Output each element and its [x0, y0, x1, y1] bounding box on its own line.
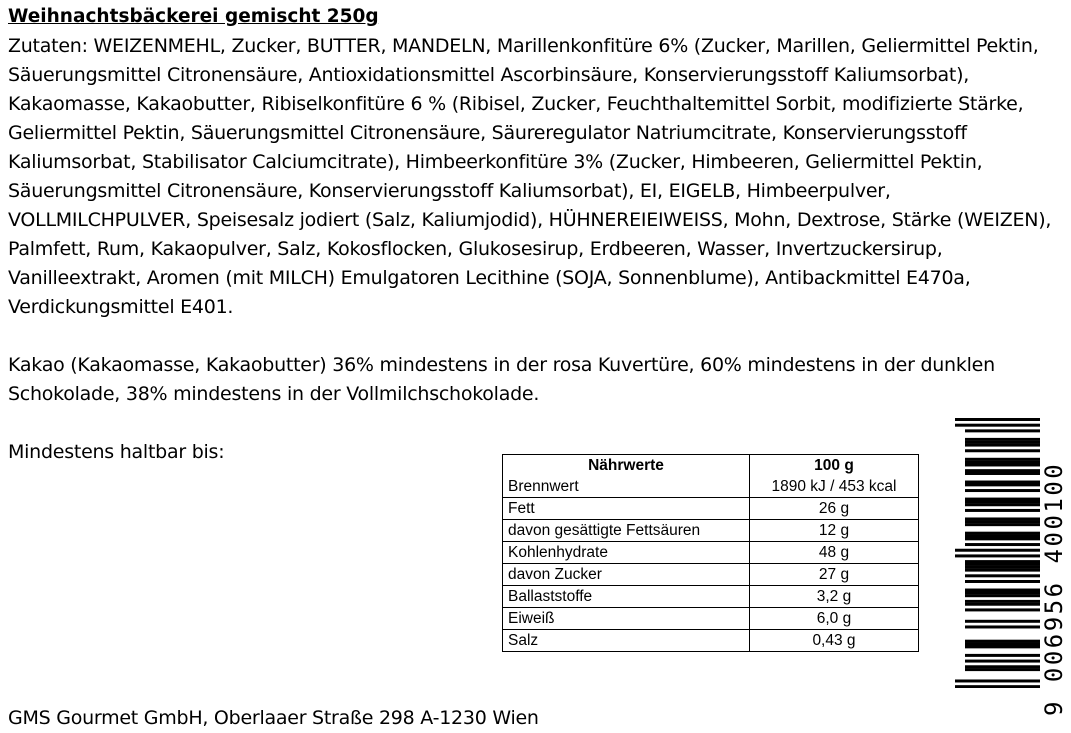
barcode-bar — [965, 517, 1040, 520]
nutrition-row — [503, 542, 919, 564]
barcode-bar — [965, 665, 1040, 668]
nutrient-name: Fett — [503, 498, 750, 520]
barcode-bar — [965, 523, 1040, 526]
barcode-bar — [965, 429, 1040, 432]
best-before-label: Mindestens haltbar bis: — [8, 441, 225, 463]
barcode-bars — [955, 418, 1040, 688]
nutrient-name: Brennwert — [503, 476, 750, 498]
barcode-bar — [965, 625, 1040, 628]
barcode-bar — [955, 554, 1040, 557]
barcode-bar — [965, 563, 1040, 566]
barcode-bar — [965, 461, 1040, 464]
nutrient-name: Kohlenhydrate — [503, 542, 750, 564]
barcode-bar — [965, 574, 1040, 577]
barcode-bar — [965, 458, 1040, 461]
nutrition-row — [503, 498, 919, 520]
barcode-bar — [965, 608, 1040, 611]
barcode-bar — [965, 645, 1040, 648]
barcode-bar — [965, 569, 1040, 572]
barcode-bar — [965, 591, 1040, 594]
barcode-bar — [955, 685, 1040, 688]
barcode-bar — [965, 643, 1040, 646]
barcode-bar — [955, 549, 1040, 552]
barcode-bar — [965, 668, 1040, 671]
barcode-bar — [965, 438, 1040, 441]
nutrient-value: 0,43 g — [750, 630, 919, 652]
barcode-bar — [965, 537, 1040, 540]
cocoa-content-note: Kakao (Kakaomasse, Kakaobutter) 36% mindestens in der rosa Kuvertüre, 60% mindestens in der dunklen Schokolade, 38% mindestens in der Vollmilchschokolade. — [8, 354, 995, 405]
nutrient-name: Ballaststoffe — [503, 586, 750, 608]
barcode-bar — [965, 481, 1040, 484]
product-label — [8, 5, 1068, 467]
nutrition-header-value: 100 g — [750, 455, 919, 477]
barcode-digits — [1040, 418, 1070, 716]
nutrition-row — [503, 586, 919, 608]
nutrition-row — [503, 630, 919, 652]
barcode-bar — [965, 620, 1040, 623]
barcode-bar — [965, 463, 1040, 466]
barcode-bar — [965, 509, 1040, 512]
nutrition-row — [503, 608, 919, 630]
barcode-bar — [965, 566, 1040, 569]
barcode-bar — [955, 418, 1040, 421]
barcode-bar — [965, 444, 1040, 447]
nutrient-name: Salz — [503, 630, 750, 652]
nutrient-value: 26 g — [750, 498, 919, 520]
nutrient-value: 6,0 g — [750, 608, 919, 630]
barcode-bar — [965, 483, 1040, 486]
barcode-bar — [965, 654, 1040, 657]
barcode-bar — [965, 472, 1040, 475]
nutrition-header-name: Nährwerte — [503, 455, 750, 477]
ingredients-list: Zutaten: WEIZENMEHL, Zucker, BUTTER, MANDELN, Marillenkonfitüre 6% (Zucker, Marillen, Geliermittel Pektin, Säuerungsmittel Citronensäure, Antioxidationsmittel Ascorbinsäure, Konservierungsstoff Kaliumsorbat), Kakaomasse, Kakaobutter, Ribiselkonfitüre 6 % (Ribisel, Zucker, Feuchthaltemittel Sorbit, modifizierte Stärke, Geliermittel Pektin, Säuerungsmittel Citronensäure, Säureregulator Natriumcitrate, Konservierungsstoff Kaliumsorbat, Stabilisator Calciumcitrate), Himbeerkonfitüre 3% (Zucker, Himbeeren, Geliermittel Pektin, Säuerungsmittel Citronensäure, Konservierungsstoff Kaliumsorbat), EI, EIGELB, Himbeerpulver, VOLLMILCHPULVER, Speisesalz jodiert (Salz, Kaliumjodid), HÜHNEREIEIWEISS, Mohn, Dextrose, Stärke (WEIZEN), Palmfett, Rum, Kakaopulver, Salz, Kokosflocken, Glukosesirup, Erdbeeren, Wasser, Invertzuckersirup, Vanilleextrakt, Aromen (mit MILCH) Emulgatoren Lecithine (SOJA, Sonnenblume), Antibackmittel E470a, Verdickungsmittel E401. — [8, 35, 1052, 318]
barcode-bar — [965, 535, 1040, 538]
barcode-bar — [965, 640, 1040, 643]
nutrition-row — [503, 520, 919, 542]
manufacturer-address: GMS Gourmet GmbH, Oberlaaer Straße 298 A-1230 Wien — [8, 707, 539, 729]
barcode-bar — [965, 441, 1040, 444]
product-title: Weihnachtsbäckerei gemischt 250g — [8, 6, 379, 27]
barcode-bar — [965, 603, 1040, 606]
barcode-bar — [965, 469, 1040, 472]
barcode-bar — [965, 660, 1040, 663]
nutrient-value: 12 g — [750, 520, 919, 542]
nutrition-row — [503, 476, 919, 498]
barcode-bar — [965, 503, 1040, 506]
nutrient-value: 48 g — [750, 542, 919, 564]
barcode-bar — [965, 580, 1040, 583]
nutrient-value: 3,2 g — [750, 586, 919, 608]
barcode-bar — [965, 500, 1040, 503]
nutrient-value: 27 g — [750, 564, 919, 586]
nutrient-name: davon Zucker — [503, 564, 750, 586]
nutrient-name: davon gesättigte Fettsäuren — [503, 520, 750, 542]
nutrition-header-row — [503, 455, 919, 477]
barcode-bar — [965, 543, 1040, 546]
barcode-bar — [965, 594, 1040, 597]
barcode-number: 9 006956 400100 — [1040, 461, 1068, 716]
barcode-bar — [965, 589, 1040, 592]
barcode-bar — [965, 560, 1040, 563]
barcode-bar — [965, 532, 1040, 535]
barcode-bar — [965, 520, 1040, 523]
barcode-bar — [965, 498, 1040, 501]
barcode-bar — [965, 600, 1040, 603]
barcode-bar — [955, 424, 1040, 427]
nutrition-table — [502, 454, 919, 652]
barcode-bar — [965, 489, 1040, 492]
nutrient-value: 1890 kJ / 453 kcal — [750, 476, 919, 498]
nutrient-name: Eiweiß — [503, 608, 750, 630]
barcode-bar — [965, 449, 1040, 452]
nutrition-row — [503, 564, 919, 586]
barcode-bar — [955, 679, 1040, 682]
